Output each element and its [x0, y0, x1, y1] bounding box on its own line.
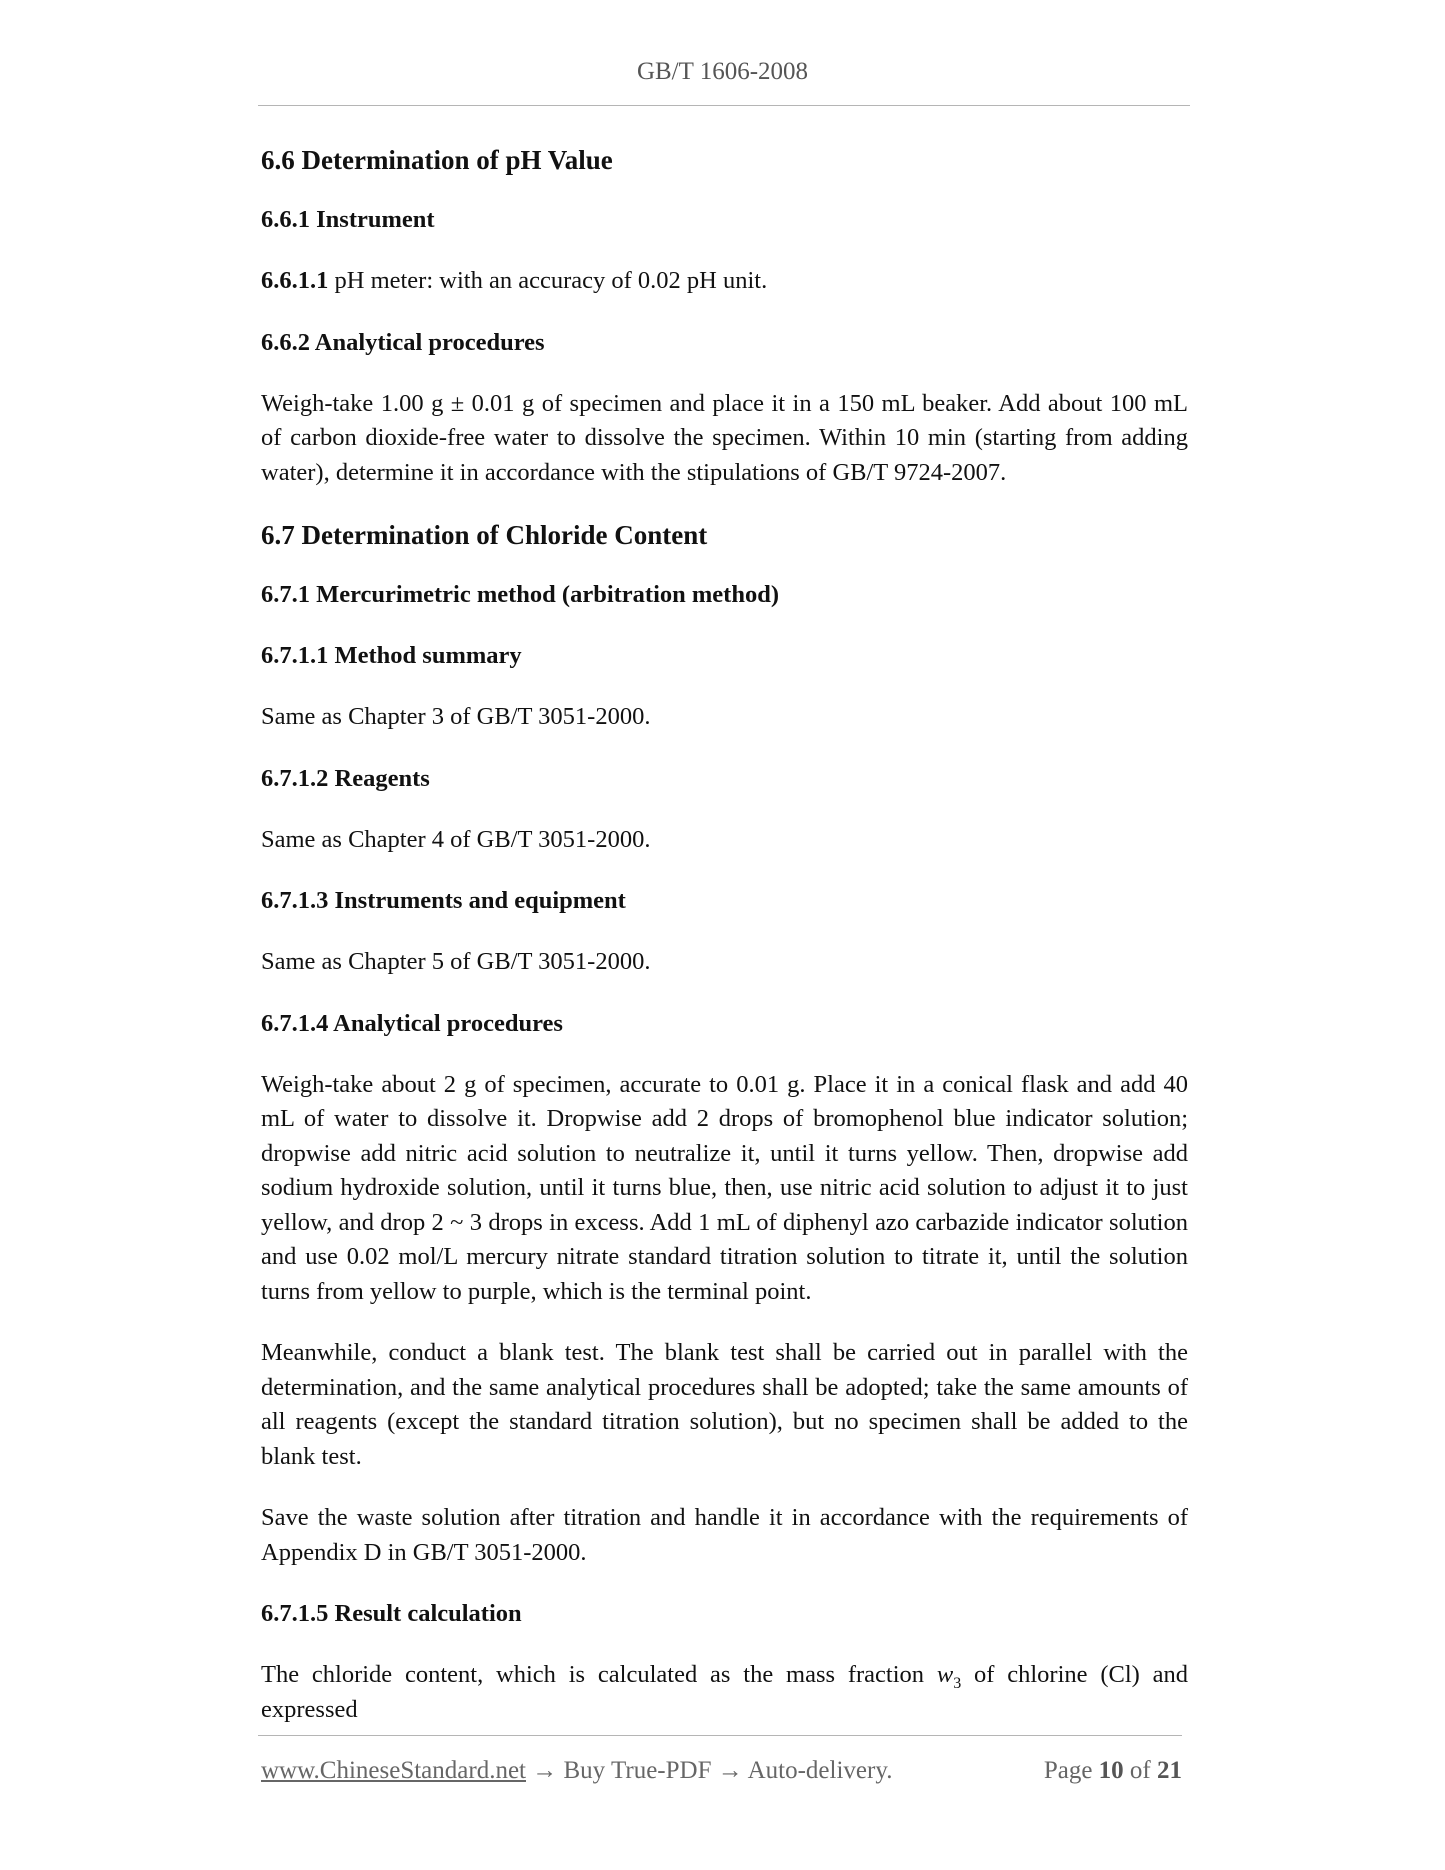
paragraph-6-7-1-5 [261, 1658, 1188, 1727]
footer-promo [261, 1757, 892, 1785]
section-heading-6-7-1-4: 6.7.1.4 Analytical procedures [261, 1009, 563, 1037]
document-code-header: GB/T 1606-2008 [636, 58, 809, 85]
page-indicator [1044, 1757, 1182, 1785]
section-heading-6-6-2: 6.6.2 Analytical procedures [261, 328, 545, 356]
page-number: 10 [1098, 1757, 1124, 1784]
section-heading-6-7-1-5: 6.7.1.5 Result calculation [261, 1600, 522, 1627]
calc-text-start: The chloride content, which is calculated as the mass fraction [261, 1661, 937, 1688]
section-heading-6-7-1: 6.7.1 Mercurimetric method (arbitration method) [261, 581, 779, 608]
paragraph-6-7-1-3: Same as Chapter 5 of GB/T 3051-2000. [261, 948, 651, 975]
header-divider [258, 105, 1190, 106]
section-heading-6-6-1: 6.6.1 Instrument [261, 206, 435, 233]
section-heading-6-7-1-3: 6.7.1.3 Instruments and equipment [261, 887, 626, 914]
auto-delivery-text: Auto-delivery. [747, 1757, 893, 1784]
calc-text-end: of chlorine (Cl) and expressed [261, 1661, 1188, 1723]
clause-6-6-1-1 [261, 264, 1188, 299]
arrow-icon: → [526, 1757, 564, 1784]
section-heading-6-6: 6.6 Determination of pH Value [261, 145, 613, 175]
section-heading-6-7-1-1: 6.7.1.1 Method summary [261, 642, 522, 669]
section-heading-6-7-1-2: 6.7.1.2 Reagents [261, 764, 430, 792]
buy-pdf-text: Buy True-PDF [563, 1757, 712, 1784]
website-link[interactable]: www.ChineseStandard.net [261, 1757, 526, 1784]
paragraph-6-7-1-2: Same as Chapter 4 of GB/T 3051-2000. [261, 825, 651, 853]
page-label: Page [1043, 1757, 1099, 1784]
paragraph-6-7-1-4-blank-test: Meanwhile, conduct a blank test. The blank test shall be carried out in parallel with the determination, and the same analytical procedures shall be adopted; take the same amounts of all reagents (except the standard titration solution), but no specimen shall be added to the blank test. [261, 1339, 1188, 1470]
page-total: 21 [1157, 1757, 1182, 1784]
paragraph-6-6-2: Weigh-take 1.00 g ± 0.01 g of specimen and place it in a 150 mL beaker. Add about 100 mL of carbon dioxide-free water to dissolve the specimen. Within 10 min (starting from adding water), determine it in accordance with the stipulations of GB/T 9724-2007. [261, 389, 1188, 486]
page-footer [261, 1757, 1182, 1785]
of-label: of [1123, 1757, 1157, 1784]
mass-fraction-subscript: 3 [953, 1674, 962, 1692]
page-content [261, 142, 1188, 1754]
clause-number: 6.6.1.1 [261, 267, 329, 294]
footer-divider [258, 1735, 1182, 1736]
clause-text: pH meter: with an accuracy of 0.02 pH unit. [328, 267, 768, 294]
section-heading-6-7: 6.7 Determination of Chloride Content [261, 520, 708, 550]
arrow-icon: → [711, 1757, 748, 1784]
paragraph-6-7-1-4-waste: Save the waste solution after titration and handle it in accordance with the requirements of Appendix D in GB/T 3051-2000. [261, 1504, 1188, 1566]
mass-fraction-symbol: w [936, 1661, 954, 1688]
paragraph-6-7-1-1: Same as Chapter 3 of GB/T 3051-2000. [261, 703, 651, 730]
paragraph-6-7-1-4-procedure: Weigh-take about 2 g of specimen, accurate to 0.01 g. Place it in a conical flask and add 40 mL of water to dissolve it. Dropwise add 2 drops of bromophenol blue indicator solution; dropwise add nitric acid solution to neutralize it, until it turns yellow. Then, dropwise add sodium hydroxide solution, until it turns blue, then, use nitric acid solution to adjust it to just yellow, and drop 2 ~ 3 drops in excess. Add 1 mL of diphenyl azo carbazide indicator solution and use 0.02 mol/L mercury nitrate standard titration solution to titrate it, until the solution turns from yellow to purple, which is the terminal point. [261, 1070, 1188, 1305]
